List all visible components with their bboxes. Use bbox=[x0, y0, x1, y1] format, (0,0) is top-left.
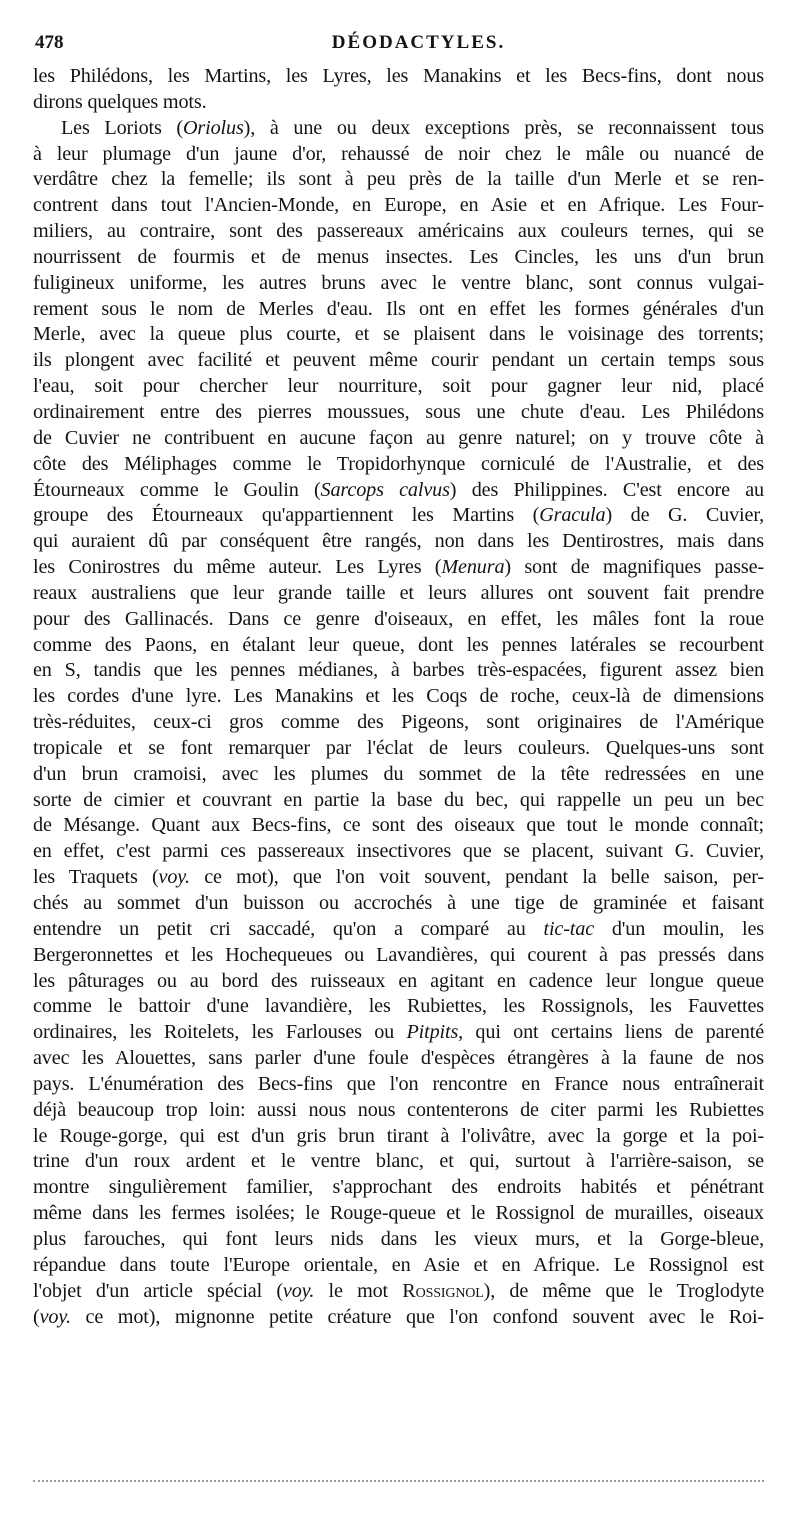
text-line: groupe des Étourneaux qu'appartiennent les Martins (Gracula) de G. Cuvier, bbox=[33, 504, 764, 527]
italic-term: tic-tac bbox=[543, 917, 595, 940]
text-line: de Cuvier ne contribuent en aucune façon au genre naturel; on y trouve côte à bbox=[33, 426, 764, 449]
running-head: DÉODACTYLES. bbox=[331, 32, 506, 53]
latin-genus-name: Oriolus bbox=[183, 116, 244, 139]
text-line: en effet, c'est parmi ces passereaux insectivores que se placent, suivant G. Cuvier, bbox=[33, 840, 764, 863]
text-line: ils plongent avec facilité et peuvent même courir pendant un certain temps sous bbox=[33, 349, 764, 372]
text-line: qui auraient dû par conséquent être rangés, non dans les Dentirostres, mais dans bbox=[33, 530, 764, 553]
latin-species-name: Sarcops calvus bbox=[320, 478, 450, 501]
text-line: les pâturages ou au bord des ruisseaux en agitant en cadence leur longue queue bbox=[33, 969, 764, 992]
text-line: même dans les fermes isolées; le Rouge-queue et le Rossignol de murailles, oiseaux bbox=[33, 1202, 764, 1225]
text-line: tropicale et se font remarquer par l'éclat de leurs couleurs. Quelques-uns sont bbox=[33, 736, 764, 759]
text-line: d'un brun cramoisi, avec les plumes du sommet de la tête redressées en une bbox=[33, 762, 764, 785]
text-line: Étourneaux comme le Goulin (Sarcops calvus) des Philippines. C'est encore au bbox=[33, 478, 764, 501]
body-text bbox=[33, 64, 764, 1330]
text-line: les Conirostres du même auteur. Les Lyres (Menura) sont de magnifiques passe- bbox=[33, 556, 764, 579]
latin-genus-name: Gracula bbox=[539, 504, 606, 527]
cross-reference-abbrev: voy. bbox=[158, 866, 190, 889]
text-line: montre singulièrement familier, s'approchant des endroits habités et pénétrant bbox=[33, 1176, 764, 1199]
text-line: le Rouge-gorge, qui est d'un gris brun tirant à l'olivâtre, avec la gorge et la poi- bbox=[33, 1124, 764, 1147]
text-line: sorte de cimier et couvrant en partie la base du bec, qui rappelle un peu un bec bbox=[33, 788, 764, 811]
book-page bbox=[33, 28, 764, 1330]
text-line: dirons quelques mots. bbox=[33, 90, 207, 113]
text-line: pour des Gallinacés. Dans ce genre d'oiseaux, en effet, les mâles font la roue bbox=[33, 607, 764, 630]
text-line: répandue dans toute l'Europe orientale, en Asie et en Afrique. Le Rossignol est bbox=[33, 1253, 764, 1276]
text-line: très-réduites, ceux-ci gros comme des Pigeons, sont originaires de l'Amérique bbox=[33, 711, 764, 734]
text-line: Bergeronnettes et les Hochequeues ou Lavandières, qui courent à pas pressés dans bbox=[33, 943, 764, 966]
text-line: miliers, au contraire, sont des passereaux américains aux couleurs ternes, qui se bbox=[33, 220, 764, 243]
paragraph bbox=[33, 64, 764, 116]
text-line: l'objet d'un article spécial (voy. le mot Rossignol), de même que le Troglodyte bbox=[33, 1279, 765, 1302]
cross-reference-term: Rossignol bbox=[402, 1279, 484, 1302]
text-line: trine d'un roux ardent et le ventre blanc, et qui, surtout à l'arrière-saison, se bbox=[33, 1150, 764, 1173]
text-line: reaux australiens que leur grande taille et leurs allures ont souvent fait prendre bbox=[33, 581, 764, 604]
text-line: entendre un petit cri saccadé, qu'on a comparé au tic-tac d'un moulin, les bbox=[33, 917, 764, 940]
text-line: Les Loriots (Oriolus), à une ou deux exceptions près, se reconnaissent tous bbox=[61, 116, 764, 139]
text-line: déjà beaucoup trop loin: aussi nous nous contenterons de citer parmi les Rubiettes bbox=[33, 1098, 764, 1121]
cross-reference-abbrev: voy. bbox=[282, 1279, 315, 1302]
text-line: comme le battoir d'une lavandière, les Rubiettes, les Rossignols, les Fauvettes bbox=[33, 995, 764, 1018]
italic-term: Pitpits bbox=[406, 1021, 459, 1044]
text-line: verdâtre chez la femelle; ils sont à peu près de la taille d'un Merle et se ren- bbox=[33, 168, 764, 191]
text-line: les Traquets (voy. ce mot), que l'on voit souvent, pendant la belle saison, per- bbox=[33, 866, 764, 889]
footer-dotted-rule bbox=[33, 1480, 764, 1482]
text-line: comme des Paons, en étalant leur queue, dont les pennes latérales se recourbent bbox=[33, 633, 764, 656]
text-line: chés au sommet d'un buisson ou accrochés à une tige de graminée et faisant bbox=[33, 892, 764, 914]
text-line: Merle, avec la queue plus courte, et se plaisent dans le voisinage des torrents; bbox=[33, 323, 764, 346]
text-line: l'eau, soit pour chercher leur nourriture, soit pour gagner leur nid, placé bbox=[33, 375, 764, 398]
text-line: de Mésange. Quant aux Becs-fins, ce sont des oiseaux que tout le monde connaît; bbox=[33, 814, 764, 837]
text-line: pays. L'énumération des Becs-fins que l'on rencontre en France nous entraînerait bbox=[33, 1072, 764, 1095]
text-line: ordinairement entre des pierres moussues, sous une chute d'eau. Les Philédons bbox=[33, 400, 764, 423]
text-line: nourrissent de fourmis et de menus insectes. Les Cincles, les uns d'un brun bbox=[33, 245, 764, 268]
text-line: rement sous le nom de Merles d'eau. Ils ont en effet les formes générales d'un bbox=[33, 297, 764, 320]
text-line: avec les Alouettes, sans parler d'une foule d'espèces étrangères à la faune de nos bbox=[33, 1047, 764, 1070]
page-number: 478 bbox=[35, 32, 64, 53]
text-line: ordinaires, les Roitelets, les Farlouses ou Pitpits, qui ont certains liens de parenté bbox=[33, 1021, 764, 1044]
latin-genus-name: Menura bbox=[441, 556, 505, 579]
text-line: fuligineux uniforme, les autres bruns avec le ventre blanc, sont connus vulgai- bbox=[33, 271, 764, 294]
text-line: les Philédons, les Martins, les Lyres, les Manakins et les Becs-fins, dont nous bbox=[33, 65, 764, 87]
text-line: à leur plumage d'un jaune d'or, rehaussé de noir chez le mâle ou nuancé de bbox=[33, 142, 764, 165]
text-line: contrent dans tout l'Ancien-Monde, en Europe, en Asie et en Afrique. Les Four- bbox=[33, 194, 764, 217]
text-line: côte des Méliphages comme le Tropidorhynque corniculé de l'Australie, et des bbox=[33, 452, 764, 475]
paragraph bbox=[33, 116, 764, 1331]
text-line: (voy. ce mot), mignonne petite créature que l'on confond souvent avec le Roi- bbox=[33, 1305, 764, 1328]
text-line: plus farouches, qui font leurs nids dans les vieux murs, et la Gorge-bleue, bbox=[33, 1227, 764, 1250]
cross-reference-abbrev: voy. bbox=[39, 1305, 71, 1328]
text-line: les cordes d'une lyre. Les Manakins et les Coqs de roche, ceux-là de dimensions bbox=[33, 685, 764, 708]
text-line: en S, tandis que les pennes médianes, à barbes très-espacées, figurent assez bien bbox=[33, 659, 764, 682]
page-header bbox=[33, 28, 764, 58]
